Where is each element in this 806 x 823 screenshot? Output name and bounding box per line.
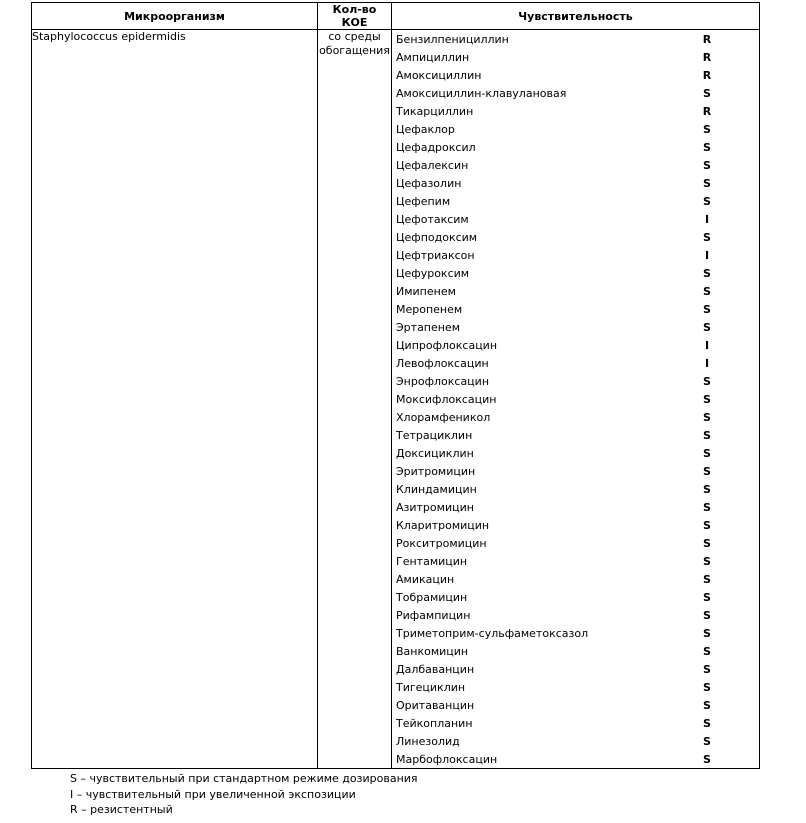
list-item — [392, 264, 759, 282]
antibiotic-name: Триметоприм-сульфаметоксазол — [396, 626, 589, 640]
sensitivity-result: S — [703, 716, 711, 730]
sensitivity-result: S — [703, 572, 711, 586]
antibiotic-name: Амикацин — [396, 572, 455, 586]
sensitivity-result: S — [703, 140, 711, 154]
sensitivity-result: S — [703, 194, 711, 208]
sensitivity-result: I — [704, 212, 710, 226]
sensitivity-result: S — [703, 518, 711, 532]
legend-item-s: S – чувствительный при стандартном режиме дозирования — [70, 772, 418, 785]
antibiotic-name: Цефаклор — [396, 122, 455, 136]
list-item — [392, 282, 759, 300]
list-item — [392, 390, 759, 408]
sensitivity-result: S — [703, 176, 711, 190]
antibiotic-name: Левофлоксацин — [396, 356, 489, 370]
sensitivity-result: S — [703, 122, 711, 136]
cfu-source: со среды обогащения — [318, 30, 392, 769]
antibiotic-name: Клиндамицин — [396, 482, 477, 496]
antibiotic-name: Цефадроксил — [396, 140, 476, 154]
list-item — [392, 138, 759, 156]
header-microorganism: Микроорганизм — [32, 3, 318, 30]
list-item — [392, 408, 759, 426]
table-header-row — [32, 3, 760, 30]
list-item — [392, 696, 759, 714]
sensitivity-result: I — [704, 338, 710, 352]
list-item — [392, 48, 759, 66]
sensitivity-result: S — [703, 590, 711, 604]
legend-item-i: I – чувствительный при увеличенной экспозиции — [70, 787, 356, 801]
list-item — [392, 210, 759, 228]
antibiotic-name: Тетрациклин — [396, 428, 473, 442]
antibiotic-name: Цефазолин — [396, 176, 462, 190]
list-item — [392, 642, 759, 660]
antibiotic-name: Цефподоксим — [396, 230, 478, 244]
list-item — [392, 480, 759, 498]
antibiotic-name: Эритромицин — [396, 464, 476, 478]
list-item — [392, 156, 759, 174]
antibiotic-name: Ампициллин — [396, 50, 470, 64]
sensitivity-result: R — [702, 32, 712, 46]
list-item — [392, 102, 759, 120]
list-item — [392, 714, 759, 732]
sensitivity-result: S — [703, 626, 711, 640]
list-item — [392, 228, 759, 246]
antibiotic-name: Моксифлоксацин — [396, 392, 497, 406]
sensitivity-result: S — [703, 86, 711, 100]
antibiotic-name: Оритаванцин — [396, 698, 475, 712]
antibiotic-name: Далбаванцин — [396, 662, 475, 676]
sensitivity-result: S — [703, 392, 711, 406]
antibiotic-name: Цефотаксим — [396, 212, 469, 226]
sensitivity-result: S — [703, 266, 711, 280]
list-item — [392, 426, 759, 444]
list-item — [392, 516, 759, 534]
sensitivity-result: R — [702, 104, 712, 118]
antibiotic-name: Ципрофлоксацин — [396, 338, 498, 352]
antibiotic-name: Марбофлоксацин — [396, 752, 498, 766]
legend — [70, 771, 418, 818]
list-item — [392, 192, 759, 210]
list-item — [392, 570, 759, 588]
sensitivity-result: S — [703, 644, 711, 658]
sensitivity-result: S — [703, 536, 711, 550]
antibiotic-name: Тигециклин — [396, 680, 466, 694]
list-item — [392, 552, 759, 570]
antibiotic-name: Цефепим — [396, 194, 451, 208]
list-item — [392, 354, 759, 372]
antibiotic-name: Амоксициллин-клавулановая — [396, 86, 567, 100]
list-item — [392, 444, 759, 462]
antibiotic-name: Цефуроксим — [396, 266, 470, 280]
antibiotic-name: Меропенем — [396, 302, 463, 316]
organism-name: Staphylococcus epidermidis — [32, 30, 318, 769]
antibiotic-name: Цефтриаксон — [396, 248, 475, 262]
table-row — [32, 30, 760, 769]
sensitivity-result: S — [703, 662, 711, 676]
sensitivity-list — [392, 30, 760, 769]
list-item — [392, 30, 759, 48]
list-item — [392, 84, 759, 102]
antibiotic-name: Рифампицин — [396, 608, 471, 622]
antibiotic-name: Хлорамфеникол — [396, 410, 491, 424]
antibiotic-name: Рокситромицин — [396, 536, 487, 550]
antibiotic-name: Амоксициллин — [396, 68, 482, 82]
antibiotic-name: Кларитромицин — [396, 518, 490, 532]
legend-item-r: R – резистентный — [70, 803, 173, 816]
sensitivity-result: S — [703, 374, 711, 388]
sensitivity-result: S — [703, 500, 711, 514]
list-item — [392, 750, 759, 768]
header-cfu-count: Кол-во КОЕ — [318, 3, 392, 30]
sensitivity-result: S — [703, 680, 711, 694]
list-item — [392, 624, 759, 642]
list-item — [392, 732, 759, 750]
list-item — [392, 300, 759, 318]
list-item — [392, 336, 759, 354]
sensitivity-result: S — [703, 554, 711, 568]
sensitivity-result: I — [704, 248, 710, 262]
list-item — [392, 462, 759, 480]
sensitivity-result: S — [703, 482, 711, 496]
sensitivity-result: S — [703, 464, 711, 478]
sensitivity-result: S — [703, 734, 711, 748]
list-item — [392, 588, 759, 606]
list-item — [392, 318, 759, 336]
antibiotic-name: Тобрамицин — [396, 590, 468, 604]
sensitivity-result: S — [703, 752, 711, 766]
sensitivity-result: R — [702, 68, 712, 82]
list-item — [392, 66, 759, 84]
sensitivity-result: R — [702, 50, 712, 64]
antibiotic-name: Тикарциллин — [396, 104, 474, 118]
sensitivity-result: S — [703, 320, 711, 334]
antibiotic-name: Бензилпенициллин — [396, 32, 509, 46]
antibiotic-name: Линезолид — [396, 734, 460, 748]
list-item — [392, 372, 759, 390]
sensitivity-result: S — [703, 230, 711, 244]
susceptibility-table — [31, 2, 760, 769]
antibiotic-name: Азитромицин — [396, 500, 474, 514]
sensitivity-result: S — [703, 428, 711, 442]
sensitivity-result: S — [703, 302, 711, 316]
antibiotic-name: Энрофлоксацин — [396, 374, 490, 388]
sensitivity-result: S — [703, 284, 711, 298]
antibiotic-name: Цефалексин — [396, 158, 469, 172]
header-sensitivity: Чувствительность — [392, 3, 760, 30]
list-item — [392, 606, 759, 624]
antibiotic-name: Тейкопланин — [396, 716, 473, 730]
sensitivity-result: S — [703, 608, 711, 622]
sensitivity-result: S — [703, 410, 711, 424]
antibiotic-name: Имипенем — [396, 284, 456, 298]
list-item — [392, 660, 759, 678]
list-item — [392, 246, 759, 264]
sensitivity-result: S — [703, 698, 711, 712]
antibiotic-name: Доксициклин — [396, 446, 474, 460]
list-item — [392, 534, 759, 552]
antibiotic-name: Ванкомицин — [396, 644, 469, 658]
antibiotic-name: Гентамицин — [396, 554, 468, 568]
sensitivity-result: S — [703, 446, 711, 460]
list-item — [392, 174, 759, 192]
sensitivity-result: S — [703, 158, 711, 172]
list-item — [392, 120, 759, 138]
list-item — [392, 498, 759, 516]
list-item — [392, 678, 759, 696]
antibiotic-name: Эртапенем — [396, 320, 461, 334]
sensitivity-result: I — [704, 356, 710, 370]
